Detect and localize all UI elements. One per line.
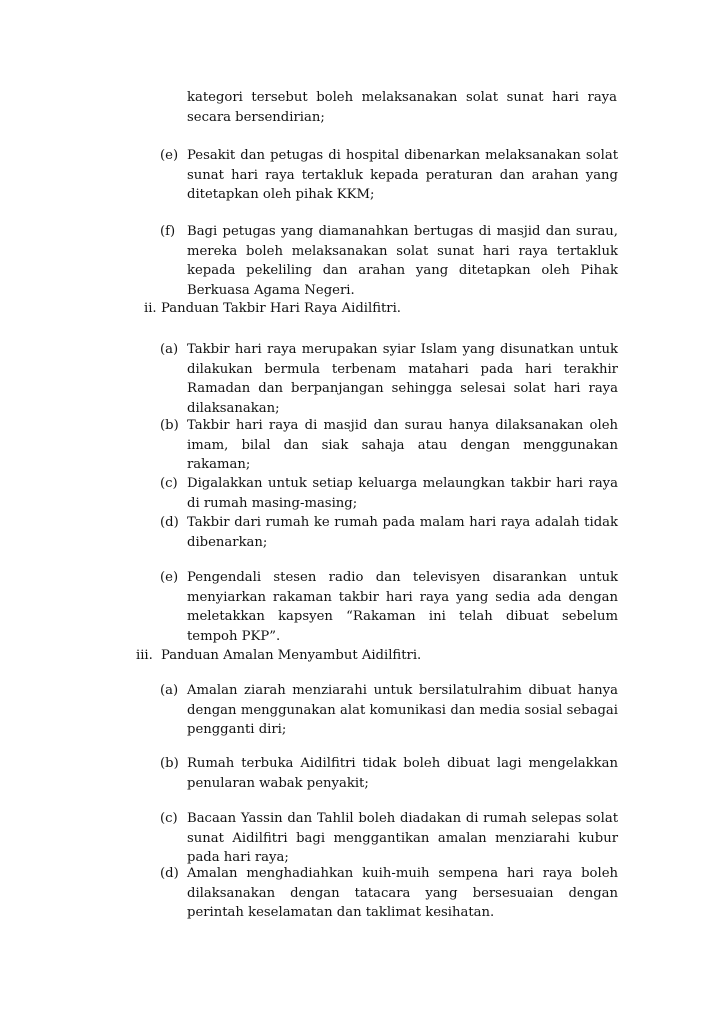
list-item	[0, 568, 724, 644]
section-heading	[0, 646, 724, 666]
list-item	[0, 416, 724, 472]
list-item	[0, 340, 724, 416]
item-text: Amalan ziarah menziarahi untuk bersilatulrahim dibuat hanya dengan menggunakan alat komunikasi dan media sosial sebagai pengganti diri;	[187, 683, 618, 737]
item-text: Bagi petugas yang diamanahkan bertugas di masjid dan surau, mereka boleh melaksanakan solat sunat hari raya tertakluk kepada pekeliling dan arahan yang ditetapkan oleh Pihak Berkuasa Agama Negeri.	[187, 224, 618, 298]
item-text: Takbir hari raya merupakan syiar Islam yang disunatkan untuk dilakukan bermula terbenam matahari pada hari terakhir Ramadan dan berpanjangan sehingga selesai solat hari raya dilaksanakan;	[187, 342, 618, 416]
list-item	[0, 864, 724, 924]
list-item	[0, 513, 724, 553]
list-item	[0, 809, 724, 865]
item-label: (d)	[160, 866, 179, 881]
item-label: (e)	[160, 148, 179, 163]
item-label: (a)	[160, 342, 179, 357]
item-label: (a)	[160, 683, 179, 698]
item-label: (c)	[160, 476, 178, 491]
section-title: Panduan Takbir Hari Raya Aidilfitri.	[161, 301, 402, 316]
section-number: ii.	[144, 301, 157, 316]
list-item	[0, 146, 724, 206]
section-heading	[0, 299, 724, 319]
item-text: Pengendali stesen radio dan televisyen disarankan untuk menyiarkan rakaman takbir hari raya yang sedia ada dengan meletakkan kapsyen “Rakaman ini telah dibuat sebelum tempoh PKP”.	[187, 570, 618, 644]
continuation-paragraph: kategori tersebut boleh melaksanakan solat sunat hari raya secara bersendirian;	[187, 90, 617, 125]
item-text: Bacaan Yassin dan Tahlil boleh diadakan di rumah selepas solat sunat Aidilfitri bagi menggantikan amalan menziarahi kubur pada hari raya;	[187, 811, 618, 865]
item-text: Amalan menghadiahkan kuih-muih sempena hari raya boleh dilaksanakan dengan tatacara yang bersesuaian dengan perintah keselamatan dan taklimat kesihatan.	[187, 866, 618, 920]
item-label: (b)	[160, 418, 179, 433]
item-label: (c)	[160, 811, 178, 826]
list-item	[0, 754, 724, 794]
item-text: Digalakkan untuk setiap keluarga melaungkan takbir hari raya di rumah masing-masing;	[187, 476, 618, 511]
section-number: iii.	[136, 648, 153, 663]
item-label: (e)	[160, 570, 179, 585]
item-text: Pesakit dan petugas di hospital dibenarkan melaksanakan solat sunat hari raya tertakluk kepada peraturan dan arahan yang ditetapkan oleh pihak KKM;	[187, 148, 618, 202]
item-label: (d)	[160, 515, 179, 530]
list-item	[0, 222, 724, 298]
list-item	[0, 681, 724, 741]
item-text: Takbir dari rumah ke rumah pada malam hari raya adalah tidak dibenarkan;	[187, 515, 618, 550]
list-item	[0, 474, 724, 514]
item-text: Takbir hari raya di masjid dan surau hanya dilaksanakan oleh imam, bilal dan siak sahaja atau dengan menggunakan rakaman;	[187, 418, 618, 472]
item-label: (b)	[160, 756, 179, 771]
section-title: Panduan Amalan Menyambut Aidilfitri.	[161, 648, 422, 663]
item-text: Rumah terbuka Aidilfitri tidak boleh dibuat lagi mengelakkan penularan wabak penyakit;	[187, 756, 618, 791]
item-label: (f)	[160, 224, 176, 239]
